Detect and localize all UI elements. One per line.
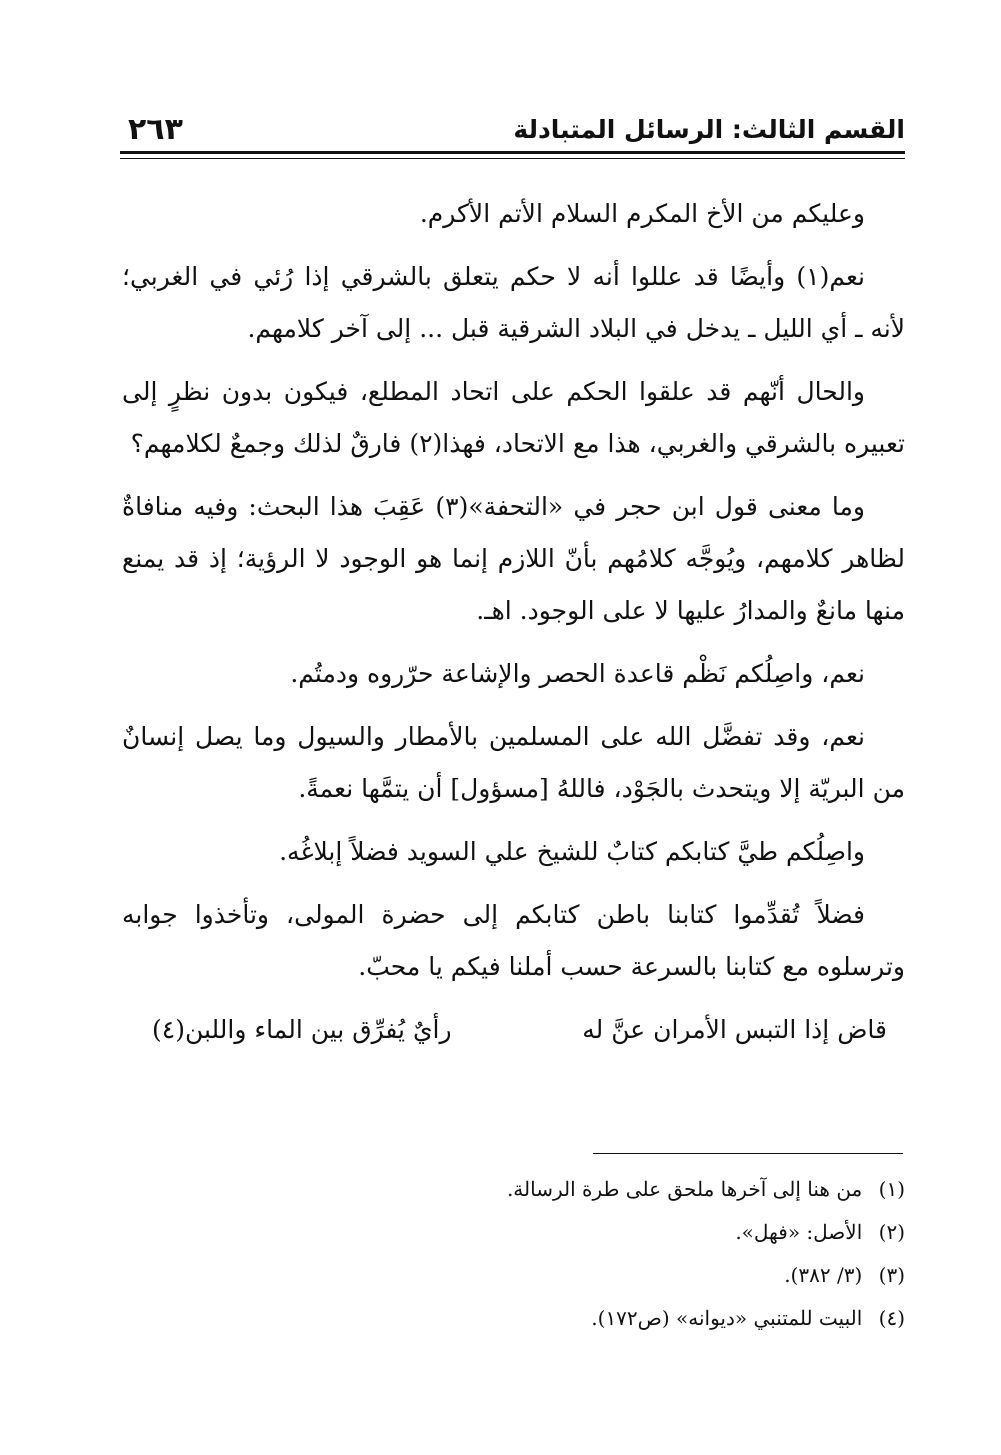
footnote xyxy=(300,1254,905,1297)
paragraph: نعم، وقد تفضَّل الله على المسلمين بالأمطار والسيول وما يصل إنسانٌ من البريّة إلا ويتحدث بالجَوْد، فاللهُ [مسؤول] أن يتمَّها نعمةً. xyxy=(122,722,905,803)
footnote-separator xyxy=(593,1153,903,1154)
section-title: القسم الثالث: الرسائل المتبادلة xyxy=(513,115,905,144)
paragraph: وعليكم من الأخ المكرم السلام الأتم الأكرم. xyxy=(419,199,865,228)
footnote xyxy=(300,1168,905,1211)
footnotes xyxy=(300,1168,905,1340)
paragraph: وما معنى قول ابن حجر في «التحفة»(٣) عَقِبَ هذا البحث: وفيه منافاةٌ لظاهر كلامهم، ويُوجَّه كلامُهم بأنّ اللازم إنما هو الوجود لا الرؤية؛ إذ قد يمنع منها مانعٌ والمدارُ عليها لا على الوجود. اهـ. xyxy=(122,492,905,625)
footnote-number: (٣) xyxy=(878,1263,905,1287)
header-rule-thin xyxy=(120,158,905,159)
paragraph: والحال أنّهم قد علقوا الحكم على اتحاد المطلع، فيكون بدون نظرٍ إلى تعبيره بالشرقي والغربي، هذا مع الاتحاد، فهذا(٢) فارقٌ لذلك وجمعٌ لكلامهم؟ xyxy=(122,377,905,458)
verse-first-hemistich: قاض إذا التبس الأمران عنَّ له xyxy=(582,1015,887,1044)
footnote-number: (٢) xyxy=(878,1220,905,1244)
verse-second-hemistich: رأيٌ يُفرِّق بين الماء واللبن(٤) xyxy=(152,1015,452,1044)
page-number: ٢٦٣ xyxy=(128,112,183,147)
paragraph: فضلاً تُقدِّموا كتابنا باطن كتابكم إلى حضرة المولى، وتأخذوا جوابه وترسلوه مع كتابنا بالسرعة حسب أملنا فيكم يا محبّ. xyxy=(122,900,905,981)
footnote xyxy=(300,1211,905,1254)
paragraph: واصِلُكم طيَّ كتابكم كتابٌ للشيخ علي السويد فضلاً إبلاغُه. xyxy=(279,837,865,866)
footnote-text: (٣/ ٣٨٢). xyxy=(784,1263,863,1287)
footnote-number: (١) xyxy=(878,1177,905,1201)
poetry-verse xyxy=(122,1004,905,1056)
footnote-text: من هنا إلى آخرها ملحق على طرة الرسالة. xyxy=(506,1177,863,1201)
footnote-text: الأصل: «فهل». xyxy=(735,1220,863,1244)
footnote-text: البيت للمتنبي «ديوانه» (ص١٧٢). xyxy=(591,1306,863,1330)
paragraph: نعم(١) وأيضًا قد عللوا أنه لا حكم يتعلق بالشرقي إذا رُئي في الغربي؛ لأنه ـ أي الليل ـ يدخل في البلاد الشرقية قبل ... إلى آخر كلامهم. xyxy=(122,262,905,343)
footnote-number: (٤) xyxy=(878,1306,905,1330)
footnote xyxy=(300,1297,905,1340)
paragraph: نعم، واصِلُكم نَظْم قاعدة الحصر والإشاعة حرّروه ودمتُم. xyxy=(290,659,865,688)
header-rule-thick xyxy=(120,151,905,154)
main-text xyxy=(122,188,905,1056)
running-header xyxy=(120,112,905,154)
